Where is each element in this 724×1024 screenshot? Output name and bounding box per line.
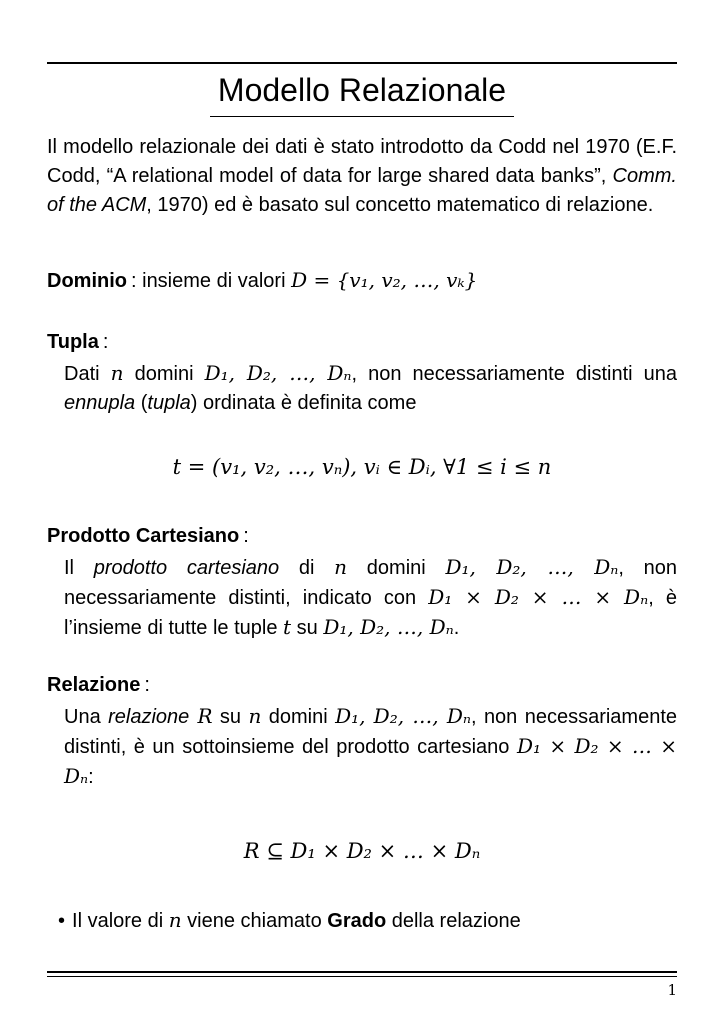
grado-bullet-item (47, 906, 677, 936)
math-run: D₁, D₂, …, Dₙ (445, 554, 619, 579)
math-run: R (189, 703, 213, 728)
math-run: D₁, D₂, …, Dₙ (323, 614, 454, 639)
colon: : (102, 330, 109, 353)
tupla-label: Tupla (47, 330, 99, 353)
text-run: su (291, 616, 324, 639)
dominio-line (47, 266, 677, 296)
text-run: viene chiamato (181, 909, 328, 932)
text-run: ( (135, 391, 148, 414)
text-run: Il modello relazionale dei dati è stato introdotto da Codd nel 1970 (E.F. Codd, “A relational model of data for large shared data banks”, (47, 135, 677, 187)
text-run: : (88, 765, 94, 788)
text-run: , 1970) ed è basato sul concetto matematico di relazione. (146, 193, 654, 216)
intro-paragraph (47, 133, 677, 220)
text-run: domini (261, 705, 336, 728)
text-run: , è l’insieme di tutte le tuple (64, 586, 677, 639)
text-run: domini (123, 362, 205, 385)
grado-label: Grado (327, 909, 387, 932)
tupla-heading (47, 328, 677, 357)
tupla-formula: t = (v₁, v₂, …, vₙ), vᵢ ∈ Dᵢ, ∀1 ≤ i ≤ n (172, 454, 552, 479)
math-run: n (334, 554, 348, 579)
text-run: di (279, 556, 335, 579)
math-run: D₁, D₂, …, Dₙ (204, 360, 352, 385)
relazione-heading (47, 671, 677, 700)
bullet-marker: • (58, 909, 66, 932)
text-run: Il (64, 556, 94, 579)
page-title: Modello Relazionale (210, 72, 514, 117)
emphasis-run: prodotto cartesiano (93, 556, 280, 579)
math-run: D = {v₁, v₂, …, vₖ} (291, 267, 478, 292)
footer-rule-thick (47, 971, 677, 973)
emphasis-run: Comm. of the ACM (47, 164, 677, 216)
prodotto-body (64, 553, 677, 643)
math-run: D₁ × D₂ × … × Dₙ (64, 733, 678, 788)
text-run: Una (64, 705, 109, 728)
emphasis-run: ennupla (64, 391, 136, 414)
text-run: . (453, 616, 460, 639)
text-run: della relazione (386, 909, 521, 932)
colon: : (131, 269, 137, 292)
text-run: , non necessariamente distinti una (351, 362, 678, 385)
math-run: t (283, 614, 292, 639)
slide-content (0, 62, 724, 936)
colon: : (144, 673, 150, 696)
colon: : (243, 524, 249, 547)
text-run: , non necessariamente distinti, indicato con (64, 556, 677, 609)
relazione-label: Relazione (47, 673, 141, 696)
page-number: 1 (667, 981, 677, 999)
text-run: Dati (64, 362, 111, 385)
title-row (47, 72, 677, 117)
prodotto-heading (47, 522, 677, 551)
emphasis-run: relazione (108, 705, 190, 728)
relazione-body (64, 702, 677, 792)
text-run: ) ordinata è definita come (190, 391, 417, 414)
math-run: D₁, D₂, …, Dₙ (335, 703, 471, 728)
text-run: , non necessariamente distinti, è un sottoinsieme del prodotto cartesiano (64, 705, 678, 758)
math-run: n (248, 703, 262, 728)
top-rule (47, 62, 677, 64)
math-run: n (110, 360, 124, 385)
math-run: D₁ × D₂ × … × Dₙ (428, 584, 649, 609)
footer (47, 971, 677, 999)
text-run: insieme di valori (136, 269, 292, 292)
footer-rule-thin (47, 976, 677, 977)
math-run: n (168, 907, 182, 932)
dominio-label: Dominio (47, 269, 127, 292)
text-run: domini (347, 556, 446, 579)
text-run: Il valore di (72, 909, 169, 932)
prodotto-label: Prodotto Cartesiano (47, 524, 240, 547)
tupla-body (64, 359, 677, 418)
relazione-formula: R ⊆ D₁ × D₂ × … × Dₙ (243, 838, 481, 863)
emphasis-run: tupla (147, 391, 191, 414)
text-run: su (212, 705, 249, 728)
